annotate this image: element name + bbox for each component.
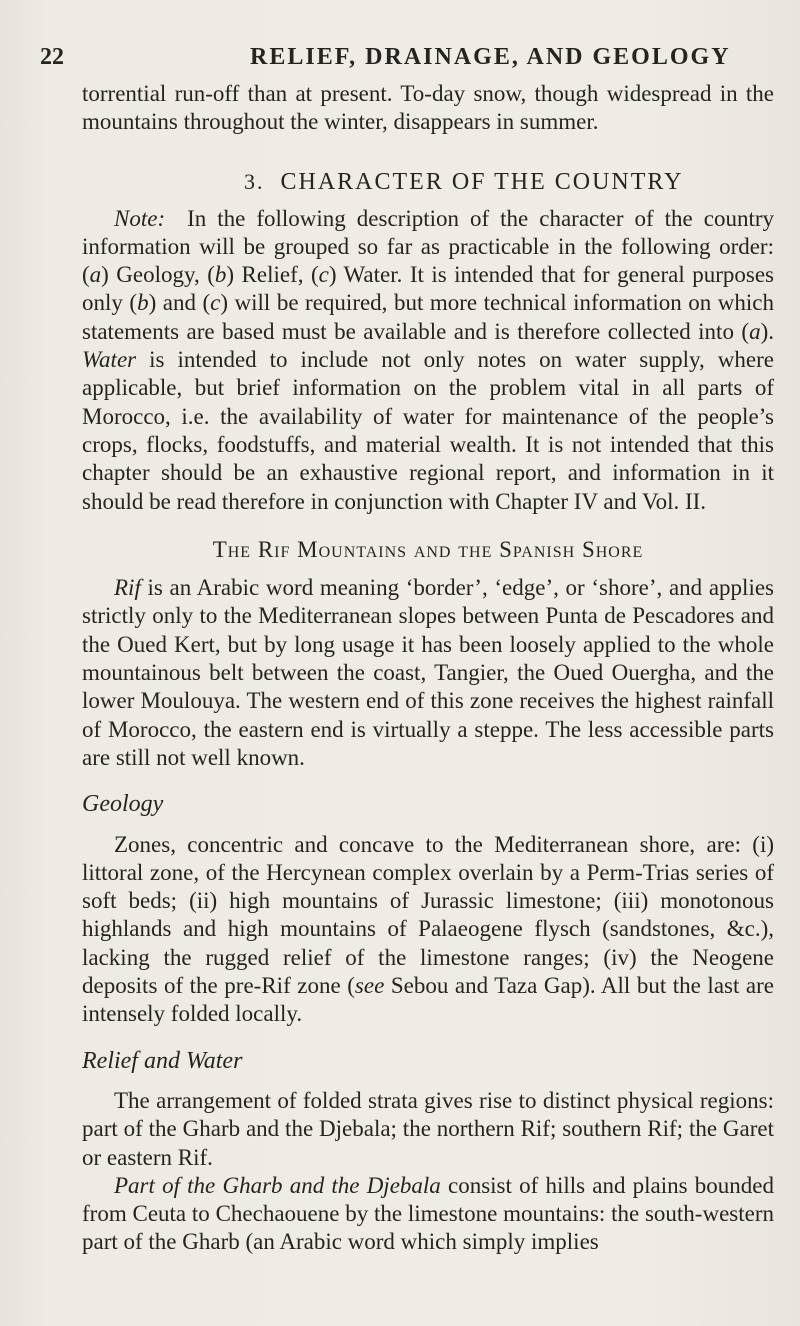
gharb-heading: Part of the Gharb and the Djebala bbox=[114, 1172, 441, 1198]
opening-paragraph: torrential run-off than at present. To-day snow, though widespread in the mountains throughout the winter, disappears in summer. bbox=[82, 81, 774, 135]
note-paragraph: Note: In the following description of the character of the country information will be grouped so far as practicable in the following order: (a) Geology, (b) Relief, (c) Water. It is intended that for general purposes only (b) and (c) will be required, but more technical information on which statements are based must be available and is therefore collected into (a). Water is intended to include not only notes on water supply, where applicable, but brief information on the problem vital in all parts of Morocco, i.e. the availability of water for maintenance of the people’s crops, flocks, foodstuffs, and material wealth. It is not intended that this chapter should be an exhaustive regional report, and information in it should be read therefore in conjunction with Chapter IV and Vol. II. bbox=[82, 205, 775, 514]
relief-water-heading: Relief and Water bbox=[82, 1047, 243, 1074]
gharb-paragraph: Part of the Gharb and the Djebala consist of hills and plains bounded from Ceuta to Chechaouene by the limestone mountains: the south-western part of the Gharb (an Arabic word which simply implies bbox=[82, 1172, 775, 1255]
relief-paragraph: The arrangement of folded strata gives rise to distinct physical regions: part of the Gharb and the Djebala; the northern Rif; southern Rif; the Garet or eastern Rif. bbox=[82, 1087, 774, 1170]
running-title: RELIEF, DRAINAGE, AND GEOLOGY bbox=[250, 44, 731, 70]
section-heading: The Rif Mountains and the Spanish Shore bbox=[212, 536, 644, 562]
rif-paragraph: Rif is an Arabic word meaning ‘border’, ‘edge’, or ‘shore’, and applies strictly only to the Mediterranean slopes between Punta de Pescadores and the Oued Kert, but by long usage it has been loosely applied to the whole mountainous belt between the coast, Tangier, the Oued Ouergha, and the lower Moulouya. The western end of this zone receives the highest rainfall of Morocco, the eastern end is virtually a steppe. The less accessible parts are still not well known. bbox=[82, 575, 774, 770]
note-label: Note: bbox=[114, 205, 166, 231]
geology-paragraph: Zones, concentric and concave to the Mediterranean shore, are: (i) littoral zone, of the Hercynean complex overlain by a Perm-Trias series of soft beds; (ii) high mountains of Jurassic limestone; (iii) monotonous highlands and high mountains of Palaeogene flysch (sandstones, &c.), lacking the rugged relief of the limestone ranges; (iv) the Neogene deposits of the pre-Rif zone (see Sebou and Taza Gap). All but the last are intensely folded locally. bbox=[82, 831, 774, 1027]
chapter-heading bbox=[82, 167, 774, 197]
running-header bbox=[40, 44, 760, 74]
page-number: 22 bbox=[40, 44, 64, 70]
chapter-title: CHARACTER OF THE COUNTRY bbox=[280, 168, 684, 195]
rif-term: Rif bbox=[114, 575, 141, 601]
geology-heading: Geology bbox=[82, 791, 164, 818]
page-body bbox=[82, 80, 774, 1257]
chapter-number: 3. bbox=[244, 168, 265, 194]
